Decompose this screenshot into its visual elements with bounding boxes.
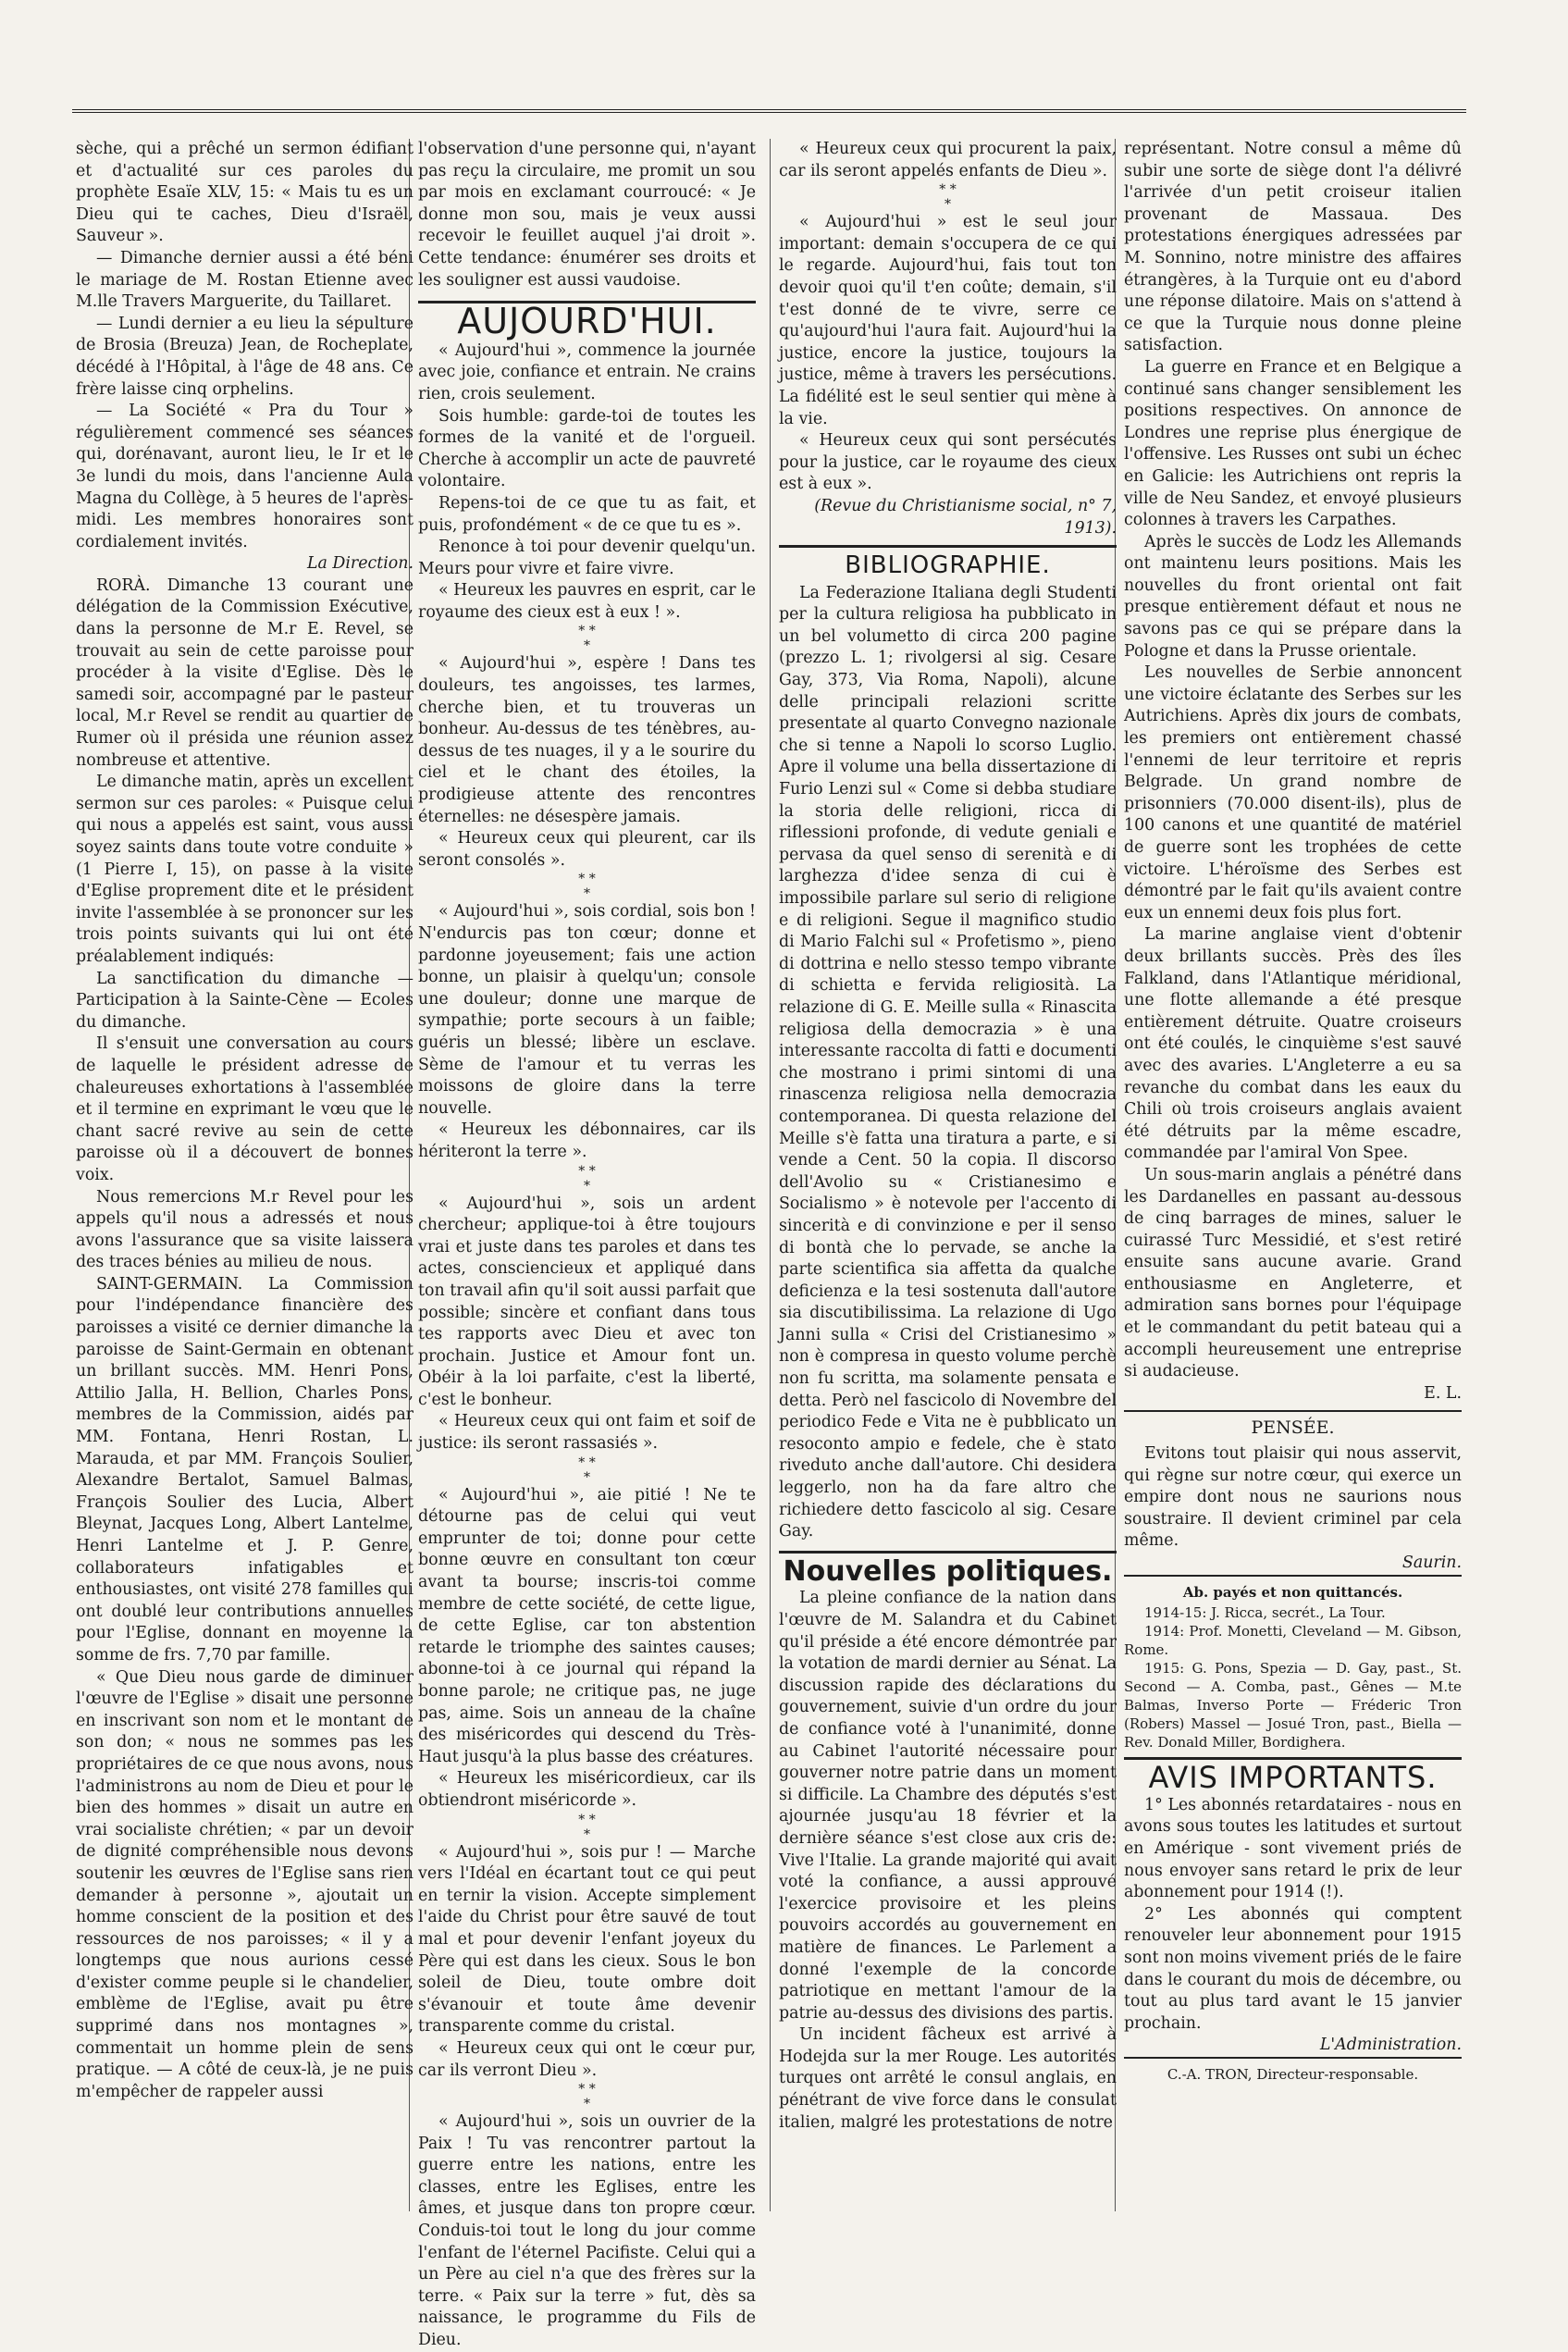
column-3 (779, 139, 1117, 2134)
paragraph: « Aujourd'hui », sois un ouvrier de la Paix ! Tu vas rencontrer partout la guerre entre les nations, entre les classes, entre les Eglises, entre les âmes, et jusque dans ton propre cœur. Conduis-toi tout le long du jour comme l'enfant de l'éternel Pacifiste. Celui qui a un Père au ciel n'a que des frères sur la terre. « Paix sur la terre » fut, dès sa naissance, le programme du Fils de Dieu. (418, 2112, 756, 2350)
avis-heading: AVIS IMPORTANTS. (1124, 1757, 1462, 1789)
paragraph: Sois humble: garde-toi de toutes les formes de la vanité et de l'orgueil. Cherche à accomplir un acte de pauvreté volontaire. (418, 406, 756, 491)
paragraph: « Aujourd'hui » est le seul jour important: demain s'occupera de ce qui le regarde. Aujourd'hui, fais tout ton devoir quoi qu'il t'en coûte; demain, s'il t'est donné de te vivre, serre ce qu'aujourd'hui l'aura fait. Aujourd'hui la justice, encore la justice, toujours la justice, même à travers les persécutions. La fidélité est le seul sentier qui mène à la vie. (779, 213, 1117, 428)
paragraph: « Aujourd'hui », commence la journée avec joie, confiance et entrain. Ne crains rien, crois seulement. (418, 340, 756, 403)
paragraph: — La Société « Pra du Tour » régulièrement commencé ses séances qui, dorénavant, auront lieu, le Ir et le 3e lundi du mois, dans l'ancienne Aula Magna du Collège, à 5 heures de l'après-midi. Les membres honoraires sont cordialement invités. (76, 402, 414, 551)
beatitude: « Heureux ceux qui procurent la paix, car ils seront appelés enfants de Dieu ». (779, 140, 1117, 180)
paragraph: 2° Les abonnés qui comptent renouveler leur abonnement pour 1915 sont non moins vivement priés de le faire dans le courant du mois de décembre, ou tout au plus tard avant le 15 janvier prochain. (1124, 1904, 1462, 2033)
aujourdhui-heading: AUJOURD'HUI. (418, 301, 756, 333)
asterism: * * * (578, 624, 596, 654)
asterism: * * * (578, 872, 596, 902)
beatitude: « Heureux les débonnaires, car ils hériteront la terre ». (418, 1120, 756, 1161)
paragraph: « Aujourd'hui », sois un ardent chercheur; applique-toi à être toujours vrai et juste dans tes paroles et dans tes actes, consciencieux et appliqué dans ton travail afin qu'il soit aussi parfait que possible; sincère et confiant dans tous tes rapports avec Dieu et avec ton prochain. Justice et Amour font un. Obéir à la loi parfaite, c'est la liberté, c'est le bonheur. (418, 1194, 756, 1409)
bibliographie-heading: BIBLIOGRAPHIE. (779, 545, 1117, 577)
ab-line: 1915: G. Pons, Spezia — D. Gay, past., St. Second — A. Comba, past., Gênes — M.te Balmas, Inverso Porte — Fréderic Tron (Robers) Massel — Josué Tron, past., Biella — Rev. Donald Miller, Bordighera. (1124, 1660, 1462, 1752)
beatitude: « Heureux ceux qui ont le cœur pur, car ils verront Dieu ». (418, 2038, 756, 2080)
paragraph: Renonce à toi pour devenir quelqu'un. Meurs pour vivre et faire vivre. (418, 538, 756, 578)
top-rule (72, 109, 1466, 116)
paragraph: 1° Les abonnés retardataires - nous en avons sous toutes les latitudes et surtout en Amérique - sont vivement priés de nous envoyer sans retard le prix de leur abonnement pour 1914 (!). (1124, 1795, 1462, 1902)
paragraph: La guerre en France et en Belgique a continué sans changer sensiblement les positions respectives. On annonce de Londres une reprise plus énergique de l'offensive. Les Russes ont subi un échec en Galicie: les Autrichiens ont repris la ville de Neu Sandez, et envoyé plusieurs colonnes à travers les Carpathes. (1124, 357, 1462, 530)
pensee-author: Saurin. (1401, 1554, 1462, 1572)
column-4 (1124, 139, 1462, 2086)
paragraph: Les nouvelles de Serbie annoncent une victoire éclatante des Serbes sur les Autrichiens. Après dix jours de combats, les premiers ont entièrement chassé l'ennemi de leur territoire et repris Belgrade. Un grand nombre de prisonniers (70.000 disent-ils), plus de 100 canons et une quantité de matériel de guerre sont les trophées de cette victoire. L'héroïsme des Serbes est démontré par le fait qu'ils avaient contre eux un ennemi deux fois plus fort. (1124, 663, 1462, 922)
beatitude: « Heureux ceux qui sont persécutés pour la justice, car le royaume des cieux est à eux ». (779, 431, 1117, 494)
ab-line: 1914-15: J. Ricca, secrét., La Tour. (1144, 1604, 1386, 1622)
column-1 (76, 139, 414, 2103)
paragraph: « Aujourd'hui », sois pur ! — Marche vers l'Idéal en écartant tout ce qui peut en ternir la vision. Accepte simplement l'aide du Christ pour être sauvé de tout mal et pour devenir l'enfant joyeux du Père qui est dans les cieux. Sous le bon soleil de Dieu, toute ombre doit s'évanouir et toute âme devenir transparente comme du cristal. (418, 1842, 756, 2036)
paragraph: La sanctification du dimanche — Participation à la Sainte-Cène — Ecoles du dimanche. (76, 969, 414, 1032)
paragraph: Il s'ensuit une conversation au cours de laquelle le président adresse de chaleureuses exhortations à l'assemblée et il termine en exprimant le vœu que le chant sacré revive au sein de cette paroisse où il a découvert de bonnes voix. (76, 1034, 414, 1184)
paragraph: RORÀ. Dimanche 13 courant une délégation de la Commission Exécutive, dans la personne de M.r E. Revel, se trouvait au sein de cette paroisse pour procéder à la visite d'Eglise. Dès le samedi soir, accompagné par le pasteur local, M.r Revel se rendit au quartier de Rumer où il présida une réunion assez nombreuse et attentive. (76, 576, 414, 770)
paragraph: La pleine confiance de la nation dans l'œuvre de M. Salandra et du Cabinet qu'il préside a été encore démontrée par la votation de mardi dernier au Sénat. La discussion rapide des déclarations du gouvernement, suivie d'un ordre du jour de confiance voté à l'unanimité, donne au Cabinet l'autorité nécessaire pour gouverner notre patrie dans un moment si difficile. La Chambre des députés s'est ajournée jusqu'au 18 février et la dernière séance s'est close aux cris de: Vive l'Italie. La grande majorité qui avait voté la confiance, a aussi approuvé l'exercice provisoire et les pleins pouvoirs accordés au gouvernement en matière de finances. Le Parlement a donné l'exemple de la concorde patriotique en mettant l'amour de la patrie au-dessus des divisions des partis. (779, 1589, 1117, 2023)
pensee-heading: PENSÉE. (1124, 1410, 1462, 1440)
paragraph: « Aujourd'hui », aie pitié ! Ne te détourne pas de celui qui veut emprunter de toi; donne pour cette bonne œuvre en consultant ton cœur avant ta bourse; inscris-toi comme membre de cette société, de cette ligue, de cette Eglise, car ton abstention retarde le triomphe des saintes causes; abonne-toi à ce journal qui répand la bonne parole; ne critique pas, ne juge pas, aime. Sois un anneau de la chaîne des miséricordes qui descend du Très-Haut jusqu'à la plus basse des créatures. (418, 1485, 756, 1766)
paragraph: sèche, qui a prêché un sermon édifiant et d'actualité sur ces paroles du prophète Esaïe XLV, 15: « Mais tu es un Dieu qui te caches, Dieu d'Israël, Sauveur ». (76, 140, 414, 246)
paragraph: « Que Dieu nous garde de diminuer l'œuvre de l'Eglise » disait une personne en inscrivant son nom et le montant de son don; « nous ne sommes pas les propriétaires de ce que nous avons, nous l'administrons au nom de Dieu et pour le bien des hommes » disait un autre en vrai socialiste chrétien; « par un devoir de dignité compréhensible nous devons soutenir les œuvres de l'Eglise sans rien demander à personne », ajoutait un homme conscient de la position et des ressources de nos paroisses; « il y a longtemps que nous aurions cessé d'exister comme peuple si le chandelier, emblème de l'Eglise, avait pu être supprimé dans nos montagnes », commentait un homme plein de sens pratique. — A côté de ceux-là, je ne puis m'empêcher de rappeler aussi (76, 1667, 414, 2101)
paragraph: « Aujourd'hui », sois cordial, sois bon ! N'endurcis pas ton cœur; donne et pardonne joyeusement; fais une action bonne, un plaisir à quelqu'un; console une douleur; donne une marque de sympathie; porte secours à un faible; guéris un blessé; libère un esclave. Sème de l'amour et tu verras les moissons de gloire dans la terre nouvelle. (418, 902, 756, 1118)
paragraph: — Dimanche dernier aussi a été béni le mariage de M. Rostan Etienne avec M.lle Travers Marguerite, du Taillaret. (76, 248, 414, 312)
asterism: * * * (578, 1455, 596, 1485)
paragraph: Evitons tout plaisir qui nous asservit, qui règne sur notre cœur, qui exerce un empire dont nous ne saurions nous soustraire. Il devient criminel par cela même. (1124, 1444, 1462, 1551)
ab-line: 1914: Prof. Monetti, Cleveland — M. Gibson, Rome. (1124, 1623, 1462, 1659)
signoff: E. L. (1424, 1383, 1462, 1403)
paragraph: La marine anglaise vient d'obtenir deux brillants succès. Près des îles Falkland, dans l'Atlantique méridional, une flotte allemande a été presque entièrement détruite. Quatre croiseurs ont été coulés, le cinquième s'est sauvé avec des avaries. L'Angleterre a eu sa revanche du combat dans les eaux du Chili où trois croiseurs anglais avaient été détruits par la même escadre, commandée par l'amiral Von Spee. (1124, 925, 1462, 1163)
asterism: * * * (939, 182, 957, 213)
paragraph: « Aujourd'hui », espère ! Dans tes douleurs, tes angoisses, tes larmes, cherche bien, et tu trouveras un bonheur. Au-dessus de tes ténèbres, au-dessus de tes nuages, il y a le sourire du ciel et le chant des étoiles, la prodigieuse attente des rencontres éternelles: ne désespère jamais. (418, 654, 756, 826)
source-citation: (Revue du Christianisme social, n° 7, 1913). (814, 496, 1117, 538)
paragraph: Nous remercions M.r Revel pour les appels qu'il nous a adressés et nous avons l'assurance que sa visite laissera des traces bénies au milieu de nous. (76, 1187, 414, 1272)
beatitude: « Heureux les pauvres en esprit, car le royaume des cieux est à eux ! ». (418, 581, 756, 622)
asterism: * * * (578, 2082, 596, 2112)
beatitude: « Heureux ceux qui ont faim et soif de justice: ils seront rassasiés ». (418, 1412, 756, 1454)
paragraph: La Federazione Italiana degli Studenti per la cultura religiosa ha pubblicato in un bel volumetto di circa 200 pagine (prezzo L. 1; rivolgersi al sig. Cesare Gay, 373, Via Roma, Napoli), alcune delle principali relazioni scritte presentate al quarto Convegno nazionale che si tenne a Napoli lo scorso Luglio. Apre il volume una bella dissertazione di Furio Lenzi sul « Come si debba studiare la storia delle religioni, ricca di riflessioni profonde, di vedute geniali e pervasa da quel senso di serenità e di larghezza d'idee senza di cui è impossibile parlare sul serio di religione e di religioni. Segue il magnifico studio di Mario Falchi sul « Profetismo », pieno di dottrina e nello stesso tempo vibrante di schietta e fervida religiosità. La relazione di G. E. Meille sulla « Rinascita religiosa della democrazia » è una interessante raccolta di fatti e documenti che mostrano i primi sintomi di una rinascenza religiosa nella democrazia contemporanea. Di questa relazione del Meille s'è fatta una tiratura a parte, e si vende a Cent. 50 la copia. Il discorso dell'Avolio su « Cristianesimo e Socialismo » è notevole per l'accento di sincerità e di convinzione e per il senso di bontà che lo pervade, se anche la parte scientifica sia affetta da qualche deficienza e la tesi sostenuta dall'autore sia discutibilissima. La relazione di Ugo Janni sulla « Crisi del Cristianesimo » non è compresa in questo volume perchè non fu scritta, ma solamente pensata e detta. Però nel fascicolo di Novembre del periodico Fede e Vita ne è pubblicato un resoconto ampio e fedele, che è stato riveduto anche dall'autore. Chi desidera leggerlo, non ha da fare altro che richiedere detto fascicolo al sig. Cesare Gay. (779, 583, 1117, 1541)
paragraph: l'observation d'une personne qui, n'ayant pas reçu la circulaire, me promit un sou par mois en exclamant courroucé: « Je donne mon sou, mais je veux aussi recevoir le feuillet auquel j'ai droit ». Cette tendance: énumérer ses droits et les souligner est aussi vaudoise. (418, 140, 756, 290)
signature: La Direction. (306, 554, 414, 574)
paragraph: SAINT-GERMAIN. La Commission pour l'indépendance financière des paroisses a visité ce dernier dimanche la paroisse de Saint-Germain en obtenant un brillant succès. MM. Henri Pons, Attilio Jalla, H. Bellion, Charles Pons, membres de la Commission, aidés par MM. Fontana, Henri Rostan, L. Marauda, et par MM. François Soulier, Alexandre Bertalot, Samuel Balmas, François Soulier des Lucia, Albert Bleynat, Jacques Long, Albert Lantelme, Henri Lantelme et J. P. Genre, collaborateurs infatigables et enthousiastes, ont visité 278 familles qui ont doublé leur contributions annuelles pour l'Eglise, donnant en moyenne la somme de frs. 7,70 par famille. (76, 1274, 414, 1665)
ab-heading: Ab. payés et non quittancés. (1124, 1575, 1462, 1604)
asterism: * * * (578, 1812, 596, 1842)
paragraph: — Lundi dernier a eu lieu la sépulture de Brosia (Breuza) Jean, de Rocheplate, décédé à l'Hôpital, à l'âge de 48 ans. Ce frère laisse cinq orphelins. (76, 314, 414, 399)
paragraph: Un sous-marin anglais a pénétré dans les Dardanelles en passant au-dessous de cinq barrages de mines, saluer le cuirassé Turc Messidié, et s'est retiré ensuite sans aucune avarie. Grand enthousiasme en Angleterre, et admiration sans bornes pour l'équipage et le commandant du petit bateau qui a accompli heureusement une entreprise si audacieuse. (1124, 1165, 1462, 1381)
nouvelles-heading: Nouvelles politiques. (779, 1551, 1117, 1583)
paragraph: Le dimanche matin, après un excellent sermon sur ces paroles: « Puisque celui qui nous a appelés est saint, vous aussi soyez saints dans toute votre conduite » (1 Pierre I, 15), on passe à la visite d'Eglise proprement dite et le président invite l'assemblée à se prononcer sur les trois points suivants qui lui ont été préalablement indiqués: (76, 773, 414, 966)
beatitude: « Heureux ceux qui pleurent, car ils seront consolés ». (418, 829, 756, 870)
paragraph: Repens-toi de ce que tu as fait, et puis, profondément « de ce que tu es ». (418, 493, 756, 535)
asterism: * * * (578, 1163, 596, 1194)
avis-signature: L'Administration. (1319, 2036, 1462, 2055)
footer-director: C.-A. TRON, Directeur-responsable. (1124, 2057, 1462, 2086)
beatitude: « Heureux les miséricordieux, car ils obtiendront miséricorde ». (418, 1769, 756, 1810)
paragraph: Après le succès de Lodz les Allemands ont maintenu leurs positions. Mais les nouvelles du front oriental ont fait presque entièrement défaut et nous ne savons pas ce qui se prépare dans la Pologne et dans la Prusse orientale. (1124, 532, 1462, 661)
paragraph: représentant. Notre consul a même dû subir une sorte de siège dont l'a délivré l'arrivée d'un petit croiseur italien provenant de Massaua. Des protestations énergiques adressées par M. Sonnino, notre ministre des affaires étrangères, à la Turquie ont eu d'abord une réponse dilatoire. Mais on s'attend à ce que la Turquie nous donne pleine satisfaction. (1124, 140, 1462, 355)
column-divider (770, 139, 771, 2211)
column-2 (418, 139, 756, 2352)
paragraph: Un incident fâcheux est arrivé à Hodejda sur la mer Rouge. Les autorités turques ont arrêté le consul anglais, en pénétrant de vive force dans le consulat italien, malgré les protestations de notre (779, 2025, 1117, 2132)
